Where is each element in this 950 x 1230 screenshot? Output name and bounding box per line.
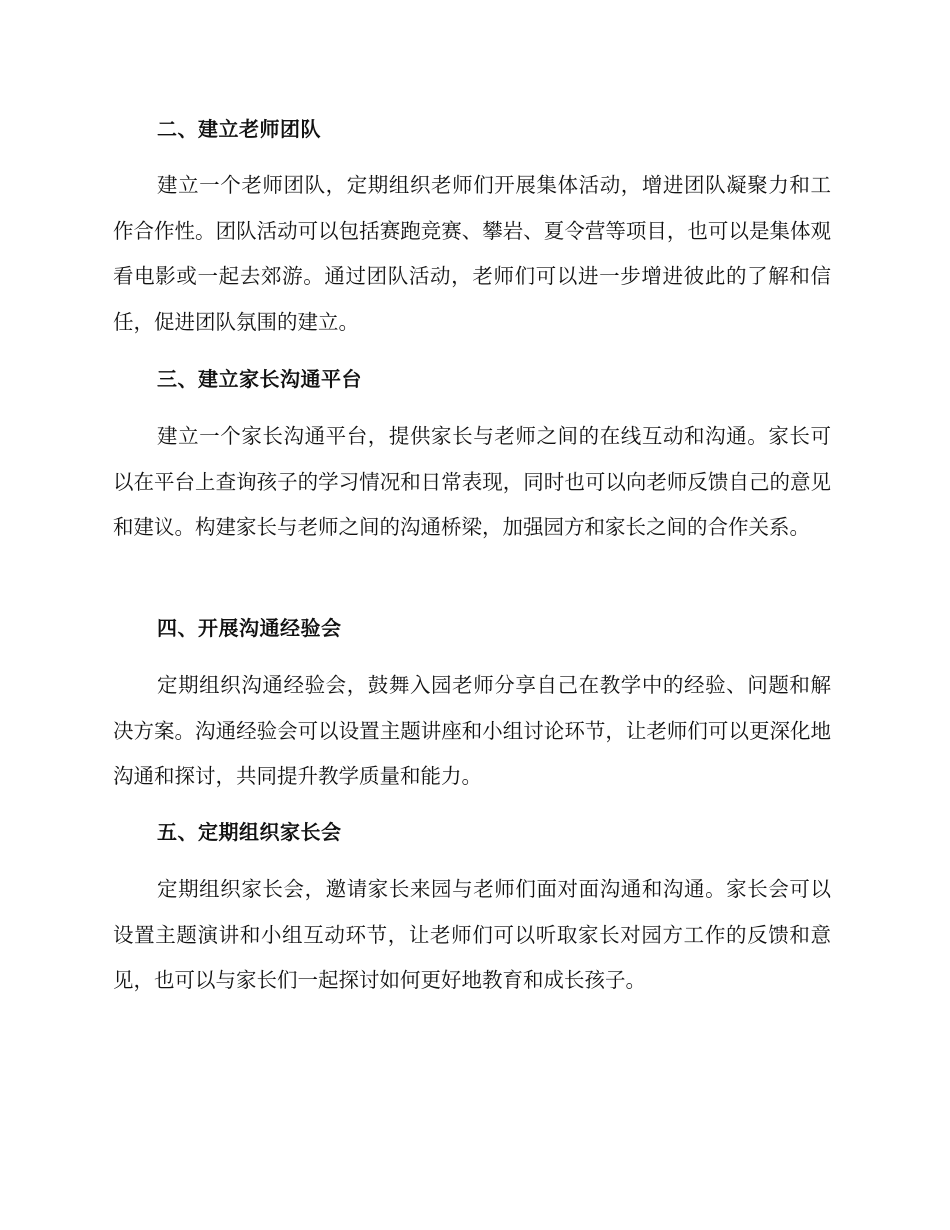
section-paragraph-5: 定期组织家长会，邀请家长来园与老师们面对面沟通和沟通。家长会可以设置主题演讲和小组互动环节，让老师们可以听取家长对园方工作的反馈和意见，也可以与家长们一起探讨如何更好地教育和成长孩子。 xyxy=(113,877,831,992)
section-heading-3: 三、建立家长沟通平台 xyxy=(157,367,362,391)
section-paragraph-3: 建立一个家长沟通平台，提供家长与老师之间的在线互动和沟通。家长可以在平台上查询孩子的学习情况和日常表现，同时也可以向老师反馈自己的意见和建议。构建家长与老师之间的沟通桥梁，加强园方和家长之间的合作关系。 xyxy=(113,424,831,539)
section-paragraph-2: 建立一个老师团队，定期组织老师们开展集体活动，增进团队凝聚力和工作合作性。团队活动可以包括赛跑竞赛、攀岩、夏令营等项目，也可以是集体观看电影或一起去郊游。通过团队活动，老师们可以进一步增进彼此的了解和信任，促进团队氛围的建立。 xyxy=(113,173,831,334)
section-heading-2: 二、建立老师团队 xyxy=(157,117,321,141)
section-heading-5: 五、定期组织家长会 xyxy=(157,820,342,844)
section-heading-4: 四、开展沟通经验会 xyxy=(157,616,342,640)
section-paragraph-4: 定期组织沟通经验会，鼓舞入园老师分享自己在教学中的经验、问题和解决方案。沟通经验会可以设置主题讲座和小组讨论环节，让老师们可以更深化地沟通和探讨，共同提升教学质量和能力。 xyxy=(113,673,831,788)
